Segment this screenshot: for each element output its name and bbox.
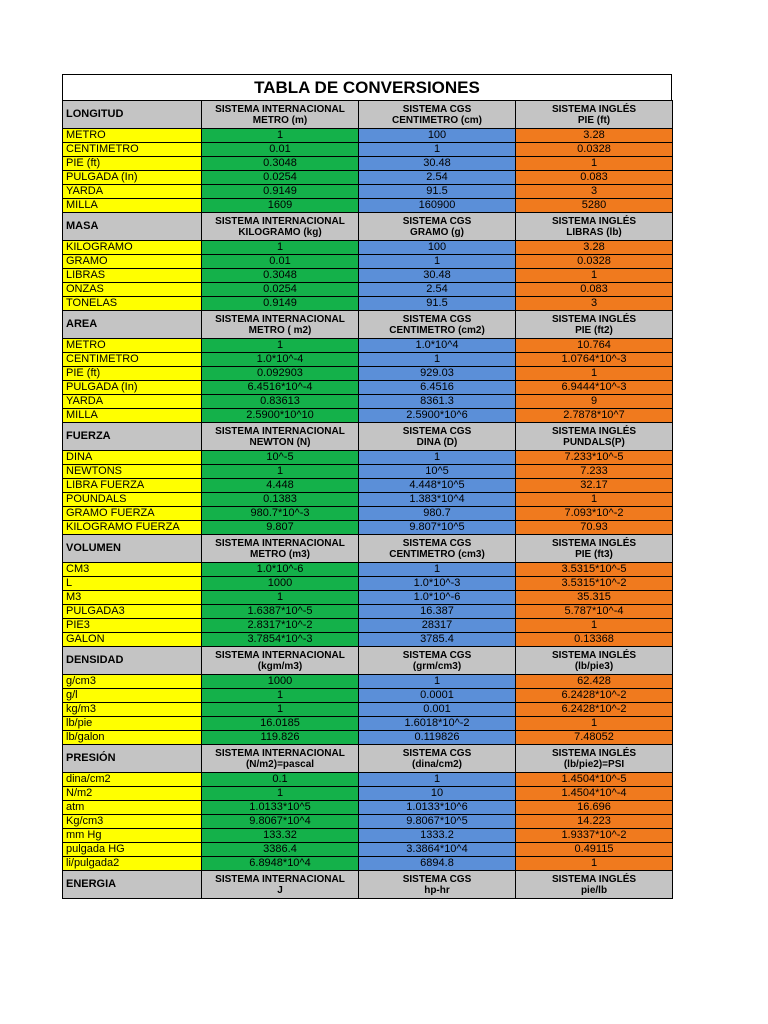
english-value: 3.5315*10^-5: [516, 563, 673, 577]
english-value: 16.696: [516, 801, 673, 815]
si-value: 0.3048: [202, 157, 359, 171]
si-value: 1000: [202, 577, 359, 591]
cgs-value: 1333.2: [359, 829, 516, 843]
cgs-value: 1: [359, 143, 516, 157]
unit-name: PULGADA (In): [63, 381, 202, 395]
unit-name: METRO: [63, 339, 202, 353]
english-value: 7.233: [516, 465, 673, 479]
table-row: [63, 297, 673, 311]
english-value: 62.428: [516, 675, 673, 689]
english-value: 0.49115: [516, 843, 673, 857]
english-value: 1: [516, 493, 673, 507]
si-value: 10^-5: [202, 451, 359, 465]
unit-name: lb/pie: [63, 717, 202, 731]
si-value: 1: [202, 591, 359, 605]
unit-name: YARDA: [63, 185, 202, 199]
cgs-value: 91.5: [359, 185, 516, 199]
section-name: MASA: [63, 213, 202, 241]
si-unit-header: SISTEMA INTERNACIONAL METRO ( m2): [202, 311, 359, 339]
si-value: 1: [202, 465, 359, 479]
si-unit-header: SISTEMA INTERNACIONAL NEWTON (N): [202, 423, 359, 451]
si-value: 980.7*10^-3: [202, 507, 359, 521]
table-row: [63, 451, 673, 465]
conversion-table: [62, 100, 673, 899]
table-row: [63, 731, 673, 745]
si-value: 1: [202, 689, 359, 703]
cgs-value: 980.7: [359, 507, 516, 521]
table-row: [63, 381, 673, 395]
cgs-unit-header: SISTEMA CGS DINA (D): [359, 423, 516, 451]
si-unit-header: SISTEMA INTERNACIONAL METRO (m3): [202, 535, 359, 563]
unit-name: LIBRA FUERZA: [63, 479, 202, 493]
english-value: 7.233*10^-5: [516, 451, 673, 465]
cgs-value: 1.383*10^4: [359, 493, 516, 507]
si-value: 1: [202, 703, 359, 717]
si-unit-header: SISTEMA INTERNACIONAL (N/m2)=pascal: [202, 745, 359, 773]
unit-name: YARDA: [63, 395, 202, 409]
cgs-unit-header: SISTEMA CGS (dina/cm2): [359, 745, 516, 773]
english-value: 6.2428*10^-2: [516, 703, 673, 717]
si-value: 1: [202, 787, 359, 801]
unit-name: Kg/cm3: [63, 815, 202, 829]
si-value: 4.448: [202, 479, 359, 493]
english-value: 3.28: [516, 129, 673, 143]
unit-name: kg/m3: [63, 703, 202, 717]
unit-name: CENTIMETRO: [63, 143, 202, 157]
si-value: 1609: [202, 199, 359, 213]
si-value: 0.1: [202, 773, 359, 787]
english-unit-header: SISTEMA INGLÉS PIE (ft): [516, 101, 673, 129]
table-row: [63, 507, 673, 521]
table-row: [63, 269, 673, 283]
english-value: 5.787*10^-4: [516, 605, 673, 619]
cgs-value: 1: [359, 675, 516, 689]
table-row: [63, 395, 673, 409]
unit-name: PIE3: [63, 619, 202, 633]
si-value: 9.807: [202, 521, 359, 535]
table-row: [63, 689, 673, 703]
english-value: 1.4504*10^-4: [516, 787, 673, 801]
table-row: [63, 787, 673, 801]
unit-name: CM3: [63, 563, 202, 577]
table-row: [63, 591, 673, 605]
si-value: 1.0*10^-6: [202, 563, 359, 577]
cgs-unit-header: SISTEMA CGS CENTIMETRO (cm3): [359, 535, 516, 563]
si-value: 0.9149: [202, 185, 359, 199]
section-header-row: [63, 535, 673, 563]
cgs-value: 1.0*10^-6: [359, 591, 516, 605]
unit-name: pulgada HG: [63, 843, 202, 857]
unit-name: METRO: [63, 129, 202, 143]
si-value: 119.826: [202, 731, 359, 745]
table-row: [63, 241, 673, 255]
cgs-value: 91.5: [359, 297, 516, 311]
english-value: 2.7878*10^7: [516, 409, 673, 423]
cgs-value: 9.8067*10^5: [359, 815, 516, 829]
english-value: 9: [516, 395, 673, 409]
english-value: 3: [516, 297, 673, 311]
english-value: 1: [516, 619, 673, 633]
si-unit-header: SISTEMA INTERNACIONAL KILOGRAMO (kg): [202, 213, 359, 241]
english-value: 0.083: [516, 171, 673, 185]
english-unit-header: SISTEMA INGLÉS PUNDALS(P): [516, 423, 673, 451]
cgs-value: 1: [359, 353, 516, 367]
si-value: 0.3048: [202, 269, 359, 283]
english-unit-header: SISTEMA INGLÉS pie/lb: [516, 871, 673, 899]
si-value: 1000: [202, 675, 359, 689]
english-value: 3.5315*10^-2: [516, 577, 673, 591]
english-value: 1: [516, 269, 673, 283]
si-value: 0.1383: [202, 493, 359, 507]
cgs-value: 16.387: [359, 605, 516, 619]
unit-name: li/pulgada2: [63, 857, 202, 871]
unit-name: GRAMO: [63, 255, 202, 269]
cgs-value: 1.0*10^4: [359, 339, 516, 353]
table-row: [63, 353, 673, 367]
table-row: [63, 367, 673, 381]
english-value: 1: [516, 157, 673, 171]
english-value: 70.93: [516, 521, 673, 535]
english-unit-header: SISTEMA INGLÉS (lb/pie3): [516, 647, 673, 675]
english-value: 1.9337*10^-2: [516, 829, 673, 843]
section-header-row: [63, 745, 673, 773]
unit-name: M3: [63, 591, 202, 605]
english-value: 1: [516, 717, 673, 731]
cgs-value: 8361.3: [359, 395, 516, 409]
cgs-value: 9.807*10^5: [359, 521, 516, 535]
section-name: VOLUMEN: [63, 535, 202, 563]
english-value: 1: [516, 367, 673, 381]
english-value: 7.093*10^-2: [516, 507, 673, 521]
cgs-value: 30.48: [359, 157, 516, 171]
table-row: [63, 857, 673, 871]
english-value: 0.083: [516, 283, 673, 297]
unit-name: MILLA: [63, 199, 202, 213]
english-value: 0.0328: [516, 255, 673, 269]
cgs-value: 0.001: [359, 703, 516, 717]
table-row: [63, 171, 673, 185]
english-value: 6.2428*10^-2: [516, 689, 673, 703]
cgs-value: 4.448*10^5: [359, 479, 516, 493]
cgs-value: 10: [359, 787, 516, 801]
si-value: 2.5900*10^10: [202, 409, 359, 423]
cgs-value: 1.0133*10^6: [359, 801, 516, 815]
unit-name: GRAMO FUERZA: [63, 507, 202, 521]
si-value: 0.092903: [202, 367, 359, 381]
table-row: [63, 493, 673, 507]
english-value: 3.28: [516, 241, 673, 255]
section-name: LONGITUD: [63, 101, 202, 129]
table-row: [63, 339, 673, 353]
table-row: [63, 479, 673, 493]
cgs-unit-header: SISTEMA CGS hp-hr: [359, 871, 516, 899]
table-row: [63, 409, 673, 423]
si-value: 9.8067*10^4: [202, 815, 359, 829]
table-row: [63, 577, 673, 591]
si-value: 3386.4: [202, 843, 359, 857]
english-value: 0.0328: [516, 143, 673, 157]
cgs-unit-header: SISTEMA CGS CENTIMETRO (cm2): [359, 311, 516, 339]
table-row: [63, 465, 673, 479]
table-row: [63, 675, 673, 689]
si-value: 1.0133*10^5: [202, 801, 359, 815]
si-value: 1: [202, 129, 359, 143]
section-header-row: [63, 311, 673, 339]
cgs-unit-header: SISTEMA CGS GRAMO (g): [359, 213, 516, 241]
si-value: 6.8948*10^4: [202, 857, 359, 871]
unit-name: lb/galon: [63, 731, 202, 745]
unit-name: MILLA: [63, 409, 202, 423]
english-unit-header: SISTEMA INGLÉS (lb/pie2)=PSI: [516, 745, 673, 773]
si-value: 0.9149: [202, 297, 359, 311]
unit-name: PIE (ft): [63, 367, 202, 381]
english-value: 7.48052: [516, 731, 673, 745]
si-value: 3.7854*10^-3: [202, 633, 359, 647]
cgs-value: 1: [359, 773, 516, 787]
english-value: 0.13368: [516, 633, 673, 647]
si-unit-header: SISTEMA INTERNACIONAL METRO (m): [202, 101, 359, 129]
english-value: 14.223: [516, 815, 673, 829]
english-value: 3: [516, 185, 673, 199]
cgs-value: 30.48: [359, 269, 516, 283]
unit-name: TONELAS: [63, 297, 202, 311]
english-value: 35.315: [516, 591, 673, 605]
cgs-value: 0.0001: [359, 689, 516, 703]
english-unit-header: SISTEMA INGLÉS PIE (ft2): [516, 311, 673, 339]
cgs-value: 100: [359, 129, 516, 143]
si-value: 0.0254: [202, 283, 359, 297]
cgs-value: 28317: [359, 619, 516, 633]
table-row: [63, 521, 673, 535]
table-row: [63, 283, 673, 297]
cgs-value: 1: [359, 255, 516, 269]
english-value: 1.0764*10^-3: [516, 353, 673, 367]
table-row: [63, 773, 673, 787]
section-header-row: [63, 871, 673, 899]
english-value: 5280: [516, 199, 673, 213]
cgs-value: 6894.8: [359, 857, 516, 871]
english-value: 6.9444*10^-3: [516, 381, 673, 395]
section-name: DENSIDAD: [63, 647, 202, 675]
cgs-value: 1: [359, 451, 516, 465]
table-row: [63, 843, 673, 857]
cgs-value: 2.54: [359, 283, 516, 297]
si-unit-header: SISTEMA INTERNACIONAL J: [202, 871, 359, 899]
unit-name: g/l: [63, 689, 202, 703]
unit-name: L: [63, 577, 202, 591]
english-value: 32.17: [516, 479, 673, 493]
si-value: 6.4516*10^-4: [202, 381, 359, 395]
unit-name: mm Hg: [63, 829, 202, 843]
unit-name: DINA: [63, 451, 202, 465]
unit-name: dina/cm2: [63, 773, 202, 787]
si-unit-header: SISTEMA INTERNACIONAL (kgm/m3): [202, 647, 359, 675]
table-row: [63, 199, 673, 213]
table-row: [63, 717, 673, 731]
unit-name: g/cm3: [63, 675, 202, 689]
si-value: 2.8317*10^-2: [202, 619, 359, 633]
cgs-value: 2.5900*10^6: [359, 409, 516, 423]
english-value: 1: [516, 857, 673, 871]
english-unit-header: SISTEMA INGLÉS LIBRAS (lb): [516, 213, 673, 241]
cgs-value: 100: [359, 241, 516, 255]
section-header-row: [63, 423, 673, 451]
english-unit-header: SISTEMA INGLÉS PIE (ft3): [516, 535, 673, 563]
page-title: TABLA DE CONVERSIONES: [62, 74, 672, 100]
cgs-value: 3.3864*10^4: [359, 843, 516, 857]
unit-name: GALON: [63, 633, 202, 647]
cgs-unit-header: SISTEMA CGS CENTIMETRO (cm): [359, 101, 516, 129]
unit-name: LIBRAS: [63, 269, 202, 283]
si-value: 16.0185: [202, 717, 359, 731]
english-value: 10.764: [516, 339, 673, 353]
table-row: [63, 255, 673, 269]
table-row: [63, 703, 673, 717]
si-value: 1.6387*10^-5: [202, 605, 359, 619]
section-name: PRESIÓN: [63, 745, 202, 773]
section-name: ENERGIA: [63, 871, 202, 899]
unit-name: POUNDALS: [63, 493, 202, 507]
si-value: 0.0254: [202, 171, 359, 185]
unit-name: PULGADA3: [63, 605, 202, 619]
si-value: 1: [202, 339, 359, 353]
cgs-value: 6.4516: [359, 381, 516, 395]
unit-name: NEWTONS: [63, 465, 202, 479]
cgs-unit-header: SISTEMA CGS (grm/cm3): [359, 647, 516, 675]
section-name: FUERZA: [63, 423, 202, 451]
table-row: [63, 563, 673, 577]
table-row: [63, 619, 673, 633]
si-value: 0.83613: [202, 395, 359, 409]
si-value: 1: [202, 241, 359, 255]
section-name: AREA: [63, 311, 202, 339]
unit-name: KILOGRAMO: [63, 241, 202, 255]
english-value: 1.4504*10^-5: [516, 773, 673, 787]
si-value: 0.01: [202, 143, 359, 157]
table-row: [63, 801, 673, 815]
table-row: [63, 129, 673, 143]
table-row: [63, 157, 673, 171]
unit-name: atm: [63, 801, 202, 815]
section-header-row: [63, 647, 673, 675]
si-value: 133.32: [202, 829, 359, 843]
cgs-value: 3785.4: [359, 633, 516, 647]
unit-name: KILOGRAMO FUERZA: [63, 521, 202, 535]
table-row: [63, 605, 673, 619]
section-header-row: [63, 101, 673, 129]
si-value: 1.0*10^-4: [202, 353, 359, 367]
cgs-value: 0.119826: [359, 731, 516, 745]
cgs-value: 2.54: [359, 171, 516, 185]
cgs-value: 10^5: [359, 465, 516, 479]
si-value: 0.01: [202, 255, 359, 269]
unit-name: N/m2: [63, 787, 202, 801]
table-row: [63, 829, 673, 843]
unit-name: PIE (ft): [63, 157, 202, 171]
table-row: [63, 633, 673, 647]
unit-name: ONZAS: [63, 283, 202, 297]
table-row: [63, 185, 673, 199]
cgs-value: 160900: [359, 199, 516, 213]
cgs-value: 929.03: [359, 367, 516, 381]
unit-name: PULGADA (In): [63, 171, 202, 185]
unit-name: CENTIMETRO: [63, 353, 202, 367]
cgs-value: 1.0*10^-3: [359, 577, 516, 591]
cgs-value: 1: [359, 563, 516, 577]
conversion-sheet: [62, 74, 672, 899]
table-row: [63, 143, 673, 157]
table-row: [63, 815, 673, 829]
cgs-value: 1.6018*10^-2: [359, 717, 516, 731]
section-header-row: [63, 213, 673, 241]
